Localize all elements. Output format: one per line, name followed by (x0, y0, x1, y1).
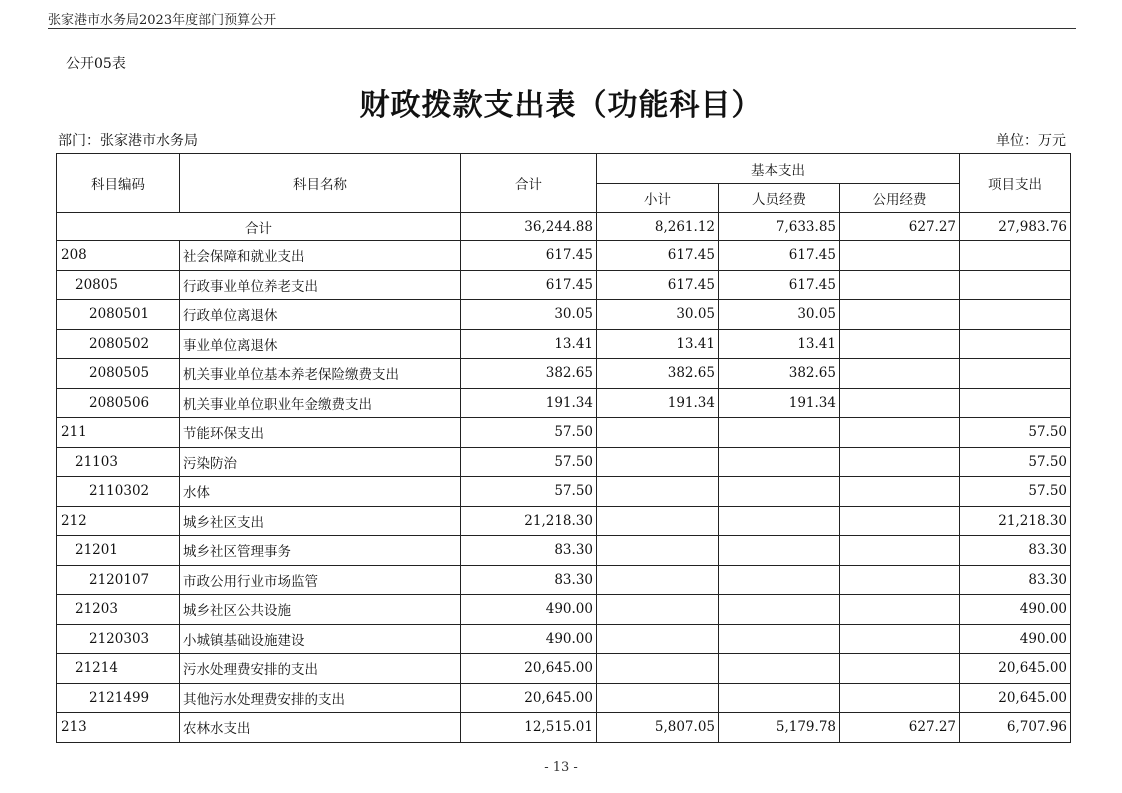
table-header (57, 154, 1071, 213)
row-personnel: 617.45 (719, 241, 840, 271)
row-public (840, 270, 960, 300)
table-row (57, 447, 1071, 477)
row-total: 83.30 (461, 565, 597, 595)
row-name: 节能环保支出 (180, 418, 461, 448)
row-total: 57.50 (461, 418, 597, 448)
row-total: 20,645.00 (461, 654, 597, 684)
row-project: 490.00 (960, 595, 1071, 625)
row-personnel: 191.34 (719, 388, 840, 418)
row-code: 2080502 (57, 329, 180, 359)
table-row (57, 241, 1071, 271)
row-public (840, 477, 960, 507)
row-name: 小城镇基础设施建设 (180, 624, 461, 654)
table-row (57, 683, 1071, 713)
row-subtotal (597, 595, 719, 625)
row-subtotal (597, 624, 719, 654)
row-public (840, 506, 960, 536)
row-public (840, 565, 960, 595)
row-project (960, 270, 1071, 300)
total-row-subtotal: 8,261.12 (597, 213, 719, 241)
unit-label: 单位：万元 (996, 133, 1066, 149)
col-header-subtotal: 小计 (597, 184, 719, 213)
row-project: 20,645.00 (960, 654, 1071, 684)
total-row-total: 36,244.88 (461, 213, 597, 241)
header-rule (48, 28, 1076, 29)
row-code: 2120303 (57, 624, 180, 654)
row-project: 83.30 (960, 536, 1071, 566)
row-name: 事业单位离退休 (180, 329, 461, 359)
row-name: 污水处理费安排的支出 (180, 654, 461, 684)
row-public (840, 624, 960, 654)
total-row-personnel: 7,633.85 (719, 213, 840, 241)
row-name: 机关事业单位职业年金缴费支出 (180, 388, 461, 418)
row-name: 城乡社区支出 (180, 506, 461, 536)
row-subtotal: 617.45 (597, 270, 719, 300)
table-row (57, 624, 1071, 654)
row-project (960, 300, 1071, 330)
table-row (57, 595, 1071, 625)
row-project: 83.30 (960, 565, 1071, 595)
row-code: 213 (57, 713, 180, 743)
row-public (840, 300, 960, 330)
table-row (57, 329, 1071, 359)
row-project: 20,645.00 (960, 683, 1071, 713)
row-project: 57.50 (960, 477, 1071, 507)
total-row (57, 213, 1071, 241)
row-personnel (719, 595, 840, 625)
row-public (840, 329, 960, 359)
row-personnel: 5,179.78 (719, 713, 840, 743)
row-total: 191.34 (461, 388, 597, 418)
row-public (840, 683, 960, 713)
row-code: 208 (57, 241, 180, 271)
row-code: 2080501 (57, 300, 180, 330)
row-project: 490.00 (960, 624, 1071, 654)
row-personnel (719, 447, 840, 477)
row-subtotal: 30.05 (597, 300, 719, 330)
row-subtotal: 382.65 (597, 359, 719, 389)
row-total: 57.50 (461, 447, 597, 477)
row-project (960, 241, 1071, 271)
row-total: 57.50 (461, 477, 597, 507)
row-personnel: 30.05 (719, 300, 840, 330)
running-header: 张家港市水务局2023年度部门预算公开 (48, 13, 277, 28)
row-project: 21,218.30 (960, 506, 1071, 536)
row-subtotal (597, 506, 719, 536)
row-code: 2120107 (57, 565, 180, 595)
row-total: 20,645.00 (461, 683, 597, 713)
row-public: 627.27 (840, 713, 960, 743)
col-header-total: 合计 (461, 154, 597, 213)
row-personnel (719, 683, 840, 713)
row-public (840, 241, 960, 271)
total-row-public: 627.27 (840, 213, 960, 241)
row-name: 社会保障和就业支出 (180, 241, 461, 271)
row-personnel (719, 654, 840, 684)
row-name: 市政公用行业市场监管 (180, 565, 461, 595)
row-project (960, 388, 1071, 418)
row-personnel (719, 624, 840, 654)
row-project: 57.50 (960, 447, 1071, 477)
row-code: 21201 (57, 536, 180, 566)
row-subtotal: 13.41 (597, 329, 719, 359)
row-code: 21214 (57, 654, 180, 684)
row-total: 490.00 (461, 595, 597, 625)
row-public (840, 447, 960, 477)
row-code: 2121499 (57, 683, 180, 713)
row-code: 2080506 (57, 388, 180, 418)
table-row (57, 506, 1071, 536)
row-personnel: 13.41 (719, 329, 840, 359)
row-public (840, 595, 960, 625)
row-code: 211 (57, 418, 180, 448)
row-personnel (719, 477, 840, 507)
row-personnel: 382.65 (719, 359, 840, 389)
row-public (840, 654, 960, 684)
row-total: 617.45 (461, 241, 597, 271)
table-body (57, 213, 1071, 743)
row-subtotal: 617.45 (597, 241, 719, 271)
row-name: 行政单位离退休 (180, 300, 461, 330)
table-row (57, 388, 1071, 418)
col-header-personnel: 人员经费 (719, 184, 840, 213)
row-subtotal (597, 477, 719, 507)
table-row (57, 270, 1071, 300)
table-row (57, 654, 1071, 684)
col-header-name: 科目名称 (180, 154, 461, 213)
table-row (57, 300, 1071, 330)
row-subtotal (597, 683, 719, 713)
row-subtotal: 191.34 (597, 388, 719, 418)
row-public (840, 388, 960, 418)
row-project: 57.50 (960, 418, 1071, 448)
row-personnel (719, 565, 840, 595)
row-total: 30.05 (461, 300, 597, 330)
budget-table (56, 153, 1071, 743)
page-number: - 13 - (544, 760, 578, 775)
row-name: 农林水支出 (180, 713, 461, 743)
total-row-label: 合计 (57, 213, 461, 241)
row-code: 212 (57, 506, 180, 536)
col-header-project: 项目支出 (960, 154, 1071, 213)
total-row-project: 27,983.76 (960, 213, 1071, 241)
row-public (840, 418, 960, 448)
row-code: 20805 (57, 270, 180, 300)
row-total: 83.30 (461, 536, 597, 566)
row-public (840, 359, 960, 389)
col-header-public: 公用经费 (840, 184, 960, 213)
row-name: 行政事业单位养老支出 (180, 270, 461, 300)
row-code: 21203 (57, 595, 180, 625)
row-personnel (719, 536, 840, 566)
row-total: 617.45 (461, 270, 597, 300)
table-row (57, 536, 1071, 566)
row-total: 12,515.01 (461, 713, 597, 743)
department-label: 部门：张家港市水务局 (58, 133, 198, 149)
col-header-code: 科目编码 (57, 154, 180, 213)
row-code: 21103 (57, 447, 180, 477)
row-subtotal (597, 418, 719, 448)
col-header-basic-group: 基本支出 (597, 154, 960, 184)
row-code: 2110302 (57, 477, 180, 507)
table-row (57, 565, 1071, 595)
row-personnel (719, 506, 840, 536)
table-row (57, 713, 1071, 743)
row-subtotal (597, 654, 719, 684)
row-personnel (719, 418, 840, 448)
row-code: 2080505 (57, 359, 180, 389)
table-number: 公开05表 (66, 56, 126, 72)
row-total: 21,218.30 (461, 506, 597, 536)
row-project (960, 359, 1071, 389)
row-public (840, 536, 960, 566)
page-title: 财政拨款支出表（功能科目） (359, 88, 763, 123)
row-name: 其他污水处理费安排的支出 (180, 683, 461, 713)
row-project (960, 329, 1071, 359)
row-subtotal (597, 565, 719, 595)
row-name: 污染防治 (180, 447, 461, 477)
table-row (57, 418, 1071, 448)
row-name: 城乡社区管理事务 (180, 536, 461, 566)
row-name: 城乡社区公共设施 (180, 595, 461, 625)
table-row (57, 359, 1071, 389)
table-row (57, 477, 1071, 507)
row-total: 382.65 (461, 359, 597, 389)
row-total: 490.00 (461, 624, 597, 654)
row-subtotal (597, 536, 719, 566)
row-subtotal: 5,807.05 (597, 713, 719, 743)
row-subtotal (597, 447, 719, 477)
row-name: 机关事业单位基本养老保险缴费支出 (180, 359, 461, 389)
row-personnel: 617.45 (719, 270, 840, 300)
row-name: 水体 (180, 477, 461, 507)
row-total: 13.41 (461, 329, 597, 359)
row-project: 6,707.96 (960, 713, 1071, 743)
